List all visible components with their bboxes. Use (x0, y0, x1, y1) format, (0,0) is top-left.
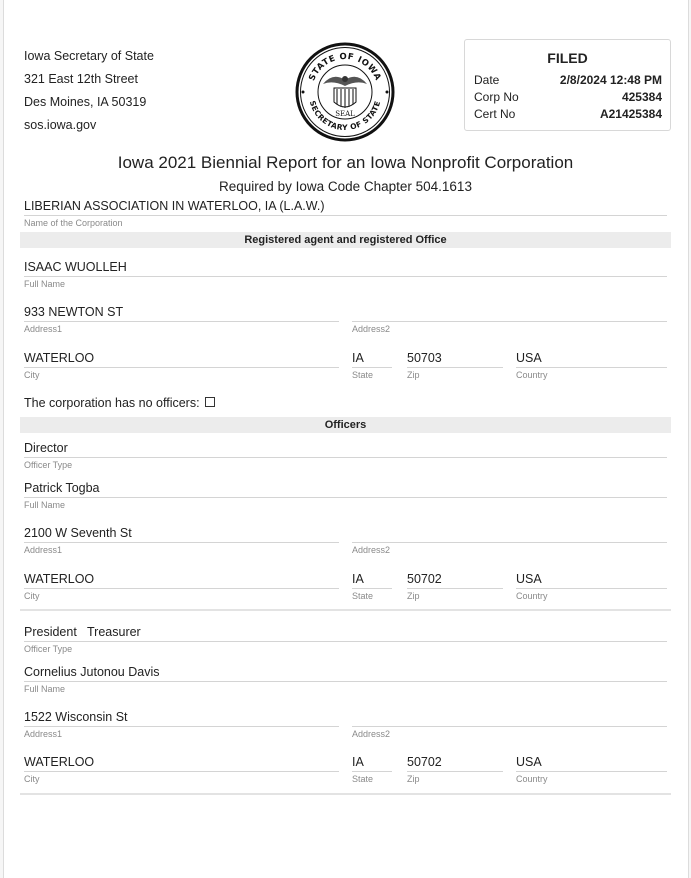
officer-divider (20, 793, 671, 795)
agency-website: sos.iowa.gov (24, 118, 97, 132)
officer-zip-field (407, 755, 503, 784)
officer-zip: 50702 (407, 572, 442, 586)
agent-full-name-field (24, 260, 667, 289)
agent-address2 (352, 305, 667, 320)
svg-text:STATE OF IOWA: STATE OF IOWA (307, 51, 383, 83)
officers-section-header: Officers (20, 417, 671, 433)
officer-address1: 2100 W Seventh St (24, 526, 132, 540)
agent-country-label: Country (516, 370, 548, 380)
svg-text:SECRETARY OF STATE: SECRETARY OF STATE (307, 99, 383, 133)
officer-state-label: State (352, 774, 374, 784)
officer-type: Director (24, 441, 68, 455)
officer-city-field (24, 572, 339, 601)
officer-full-name-label: Full Name (24, 500, 66, 510)
no-officers-checkbox[interactable] (205, 397, 215, 407)
officer-type-label: Officer Type (24, 460, 73, 470)
officer-address2 (352, 526, 667, 541)
officer-zip-field (407, 572, 503, 601)
officer-city-label: City (24, 774, 40, 784)
officer-city: WATERLOO (24, 572, 95, 586)
officer-country-label: Country (516, 591, 548, 601)
state-seal-icon (295, 42, 395, 142)
officer-zip: 50702 (407, 755, 442, 769)
filed-date-label: Date (474, 73, 500, 87)
cert-no-label: Cert No (474, 107, 516, 121)
officer-address2-label: Address2 (352, 545, 391, 555)
officer-city: WATERLOO (24, 755, 95, 769)
filed-date-value: 2/8/2024 12:48 PM (559, 73, 662, 87)
registered-agent-section-header: Registered agent and registered Office (20, 232, 671, 248)
officer-type-field (24, 441, 667, 470)
officer-state: IA (352, 572, 364, 586)
no-officers-label: The corporation has no officers: (24, 396, 200, 410)
officer-address1: 1522 Wisconsin St (24, 710, 128, 724)
officer-address1-field (24, 526, 339, 555)
officer-full-name: Patrick Togba (24, 481, 100, 495)
officer-full-name: Cornelius Jutonou Davis (24, 665, 160, 679)
officer-city-field (24, 755, 339, 784)
agent-city-label: City (24, 370, 40, 380)
officer-full-name-field (24, 481, 667, 510)
agent-country-field (516, 351, 667, 380)
officer-full-name-field (24, 665, 667, 694)
filed-stamp (464, 39, 671, 131)
officer-address1-field (24, 710, 339, 739)
officer-zip-label: Zip (407, 591, 420, 601)
agent-zip-field (407, 351, 503, 380)
officer-address2-field (352, 710, 667, 739)
corporation-name-field (24, 199, 667, 228)
officer-state-label: State (352, 591, 374, 601)
report-title: Iowa 2021 Biennial Report for an Iowa Nonprofit Corporation (117, 153, 574, 172)
agent-address1: 933 NEWTON ST (24, 305, 124, 319)
officer-type-field (24, 625, 667, 654)
agent-full-name-label: Full Name (24, 279, 66, 289)
corporation-name: LIBERIAN ASSOCIATION IN WATERLOO, IA (L.A.W.) (24, 199, 325, 213)
agent-address2-field (352, 305, 667, 334)
agent-zip-label: Zip (407, 370, 420, 380)
agent-city-field (24, 351, 339, 380)
officer-address1-label: Address1 (24, 729, 63, 739)
agent-state-label: State (352, 370, 374, 380)
agent-full-name: ISAAC WUOLLEH (24, 260, 127, 274)
officer-city-label: City (24, 591, 40, 601)
officer-zip-label: Zip (407, 774, 420, 784)
officer-address2 (352, 710, 667, 725)
officer-country-label: Country (516, 774, 548, 784)
agent-state-field (352, 351, 392, 380)
officer-country-field (516, 755, 667, 784)
agent-country: USA (516, 351, 542, 365)
corp-no-value: 425384 (621, 90, 662, 104)
agency-street: 321 East 12th Street (24, 72, 138, 86)
agent-state: IA (352, 351, 364, 365)
officer-divider (20, 609, 671, 611)
agent-address1-field (24, 305, 339, 334)
agent-address2-label: Address2 (352, 324, 391, 334)
agency-name: Iowa Secretary of State (24, 49, 154, 63)
corporation-name-label: Name of the Corporation (24, 218, 123, 228)
corp-no-label: Corp No (474, 90, 519, 104)
agent-address1-label: Address1 (24, 324, 63, 334)
filed-title: FILED (547, 50, 588, 66)
officer-country: USA (516, 572, 542, 586)
officer-type-label: Officer Type (24, 644, 73, 654)
cert-no-value: A21425384 (599, 107, 662, 121)
report-subtitle: Required by Iowa Code Chapter 504.1613 (219, 179, 472, 194)
officer-address1-label: Address1 (24, 545, 63, 555)
agent-zip: 50703 (407, 351, 442, 365)
agency-city: Des Moines, IA 50319 (24, 95, 147, 109)
officer-state-field (352, 572, 392, 601)
officer-type: President Treasurer (24, 625, 141, 639)
officer-address2-label: Address2 (352, 729, 391, 739)
officer-country-field (516, 572, 667, 601)
officer-full-name-label: Full Name (24, 684, 66, 694)
officer-state: IA (352, 755, 364, 769)
officer-country: USA (516, 755, 542, 769)
agent-city: WATERLOO (24, 351, 95, 365)
svg-text:SEAL: SEAL (335, 110, 355, 118)
officer-address2-field (352, 526, 667, 555)
no-officers-row (24, 396, 215, 410)
officer-state-field (352, 755, 392, 784)
